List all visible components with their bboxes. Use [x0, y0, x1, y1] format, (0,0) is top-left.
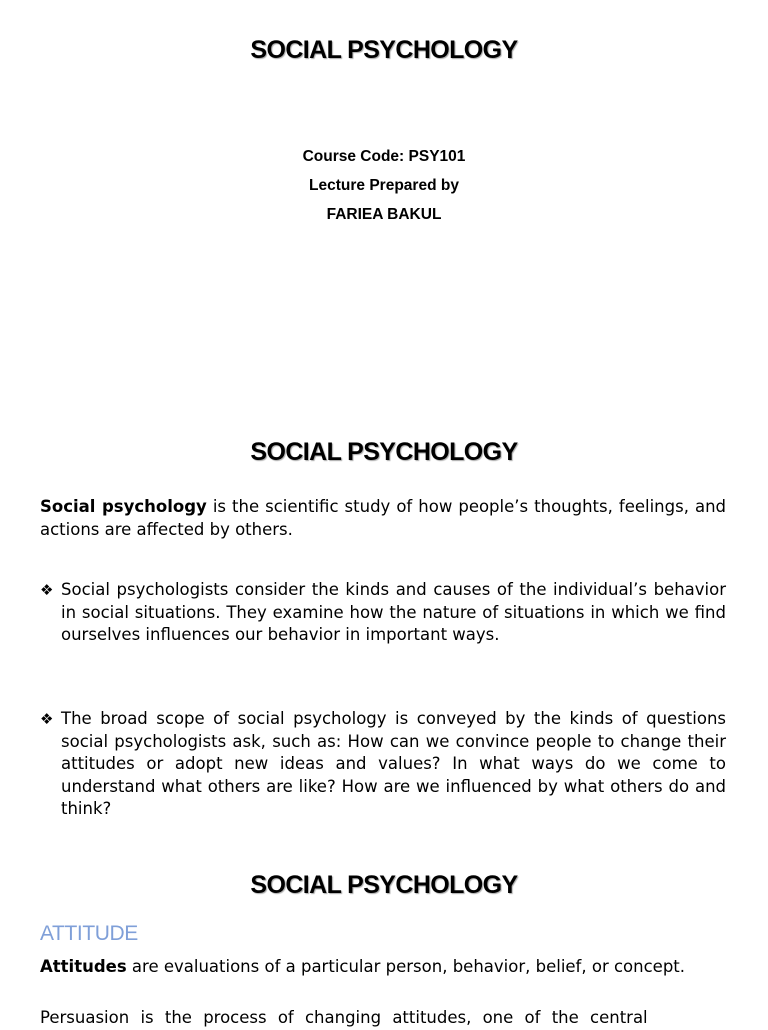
course-info	[0, 142, 768, 229]
intro-definition: is the scientific study of how people’s thoughts, feelings, and actions are affected by others.	[40, 497, 727, 539]
course-code: Course Code: PSY101	[302, 148, 466, 165]
bullet-text: Social psychologists consider the kinds and causes of the individual’s behavior in social situations. They examine how the nature of situations in which we find ourselves influences our behavior in important ways.	[61, 580, 726, 644]
intro-term: Social psychology	[40, 497, 207, 516]
bullet-item	[40, 579, 726, 647]
slide3-title: SOCIAL PSYCHOLOGY	[250, 871, 518, 899]
bullet-item	[40, 708, 726, 821]
attitudes-paragraph	[40, 956, 726, 979]
section-heading-attitude: ATTITUDE	[40, 922, 138, 945]
persuasion-paragraph: Persuasion is the process of changing attitudes, one of the central	[40, 1008, 648, 1027]
prepared-by-label: Lecture Prepared by	[309, 177, 459, 194]
slide2-title: SOCIAL PSYCHOLOGY	[250, 438, 518, 466]
author-name: FARIEA BAKUL	[326, 206, 442, 223]
attitudes-term: Attitudes	[40, 957, 127, 976]
intro-paragraph	[40, 496, 726, 541]
bullet-text: The broad scope of social psychology is conveyed by the kinds of questions social psychologists ask, such as: How can we convince people to change their attitudes or adopt new ideas and values? In what ways do we come to understand what others are like? How are we influenced by what others do and think?	[61, 709, 726, 818]
attitudes-definition: are evaluations of a particular person, behavior, belief, or concept.	[126, 957, 686, 976]
slide1-title: SOCIAL PSYCHOLOGY	[250, 36, 518, 64]
diamond-bullet-icon: ❖	[40, 710, 54, 728]
diamond-bullet-icon: ❖	[40, 581, 54, 599]
